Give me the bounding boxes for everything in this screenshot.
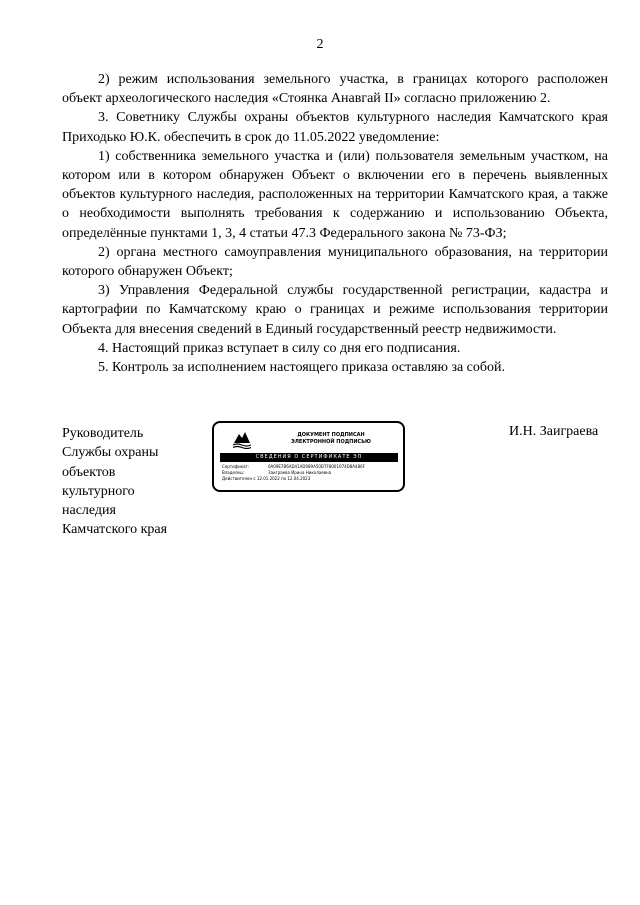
stamp-header <box>266 432 396 446</box>
paragraph: 3. Советнику Службы охраны объектов культурного наследия Камчатского края Приходько Ю.К. обеспечить в срок до 11.05.2022 уведомление: <box>62 110 608 145</box>
document-body <box>62 70 608 377</box>
paragraph: 4. Настоящий приказ вступает в силу со дня его подписания. <box>98 340 461 356</box>
certificate-details <box>222 464 400 482</box>
certificate-value: 0A09E7B6AD41AD089A50D7F8001074D8A486F <box>268 464 365 469</box>
paragraph: 1) собственника земельного участка и (или) пользователя земельным участком, на котором или в котором обнаружен Объект о включении его в перечень выявленных объектов культурного наследия, расположенных на территории Камчатского края, а также о необходимости выполнять требования к содержанию и использованию Объекта, определённые пунктами 1, 3, 4 статьи 47.3 Федерального закона № 73-ФЗ; <box>62 148 608 241</box>
owner-value: Заиграева Ирина Николаевна <box>268 470 332 475</box>
signer-title-line: наследия <box>62 503 116 519</box>
signer-title-line: объектов <box>62 464 116 480</box>
signer-name: И.Н. Заиграева <box>509 424 599 439</box>
signer-title-line: Камчатского края <box>62 522 168 538</box>
certificate-label: Сертификат: <box>222 464 250 469</box>
paragraph: 2) режим использования земельного участка, в границах которого расположен объект археологического наследия «Стоянка Анавгай II» согласно приложению 2. <box>62 72 608 107</box>
signer-title-line: Службы охраны <box>62 445 159 461</box>
paragraph: 5. Контроль за исполнением настоящего приказа оставляю за собой. <box>98 360 506 376</box>
validity-label: Действителен с <box>222 476 256 481</box>
stamp-header-line: ДОКУМЕНТ ПОДПИСАН <box>297 432 365 438</box>
coat-of-arms-icon <box>231 429 253 449</box>
signer-title <box>62 424 202 540</box>
signer-title-line: Руководитель <box>62 426 144 441</box>
certificate-bar: СВЕДЕНИЯ О СЕРТИФИКАТЕ ЭП <box>220 453 398 462</box>
validity-value: 12.01.2022 по 12.04.2023 <box>256 476 311 481</box>
paragraph: 2) органа местного самоуправления муниципального образования, на территории которого обнаружен Объект; <box>62 244 608 280</box>
electronic-signature-stamp <box>212 421 405 492</box>
page-number: 2 <box>316 37 324 52</box>
signer-title-line: культурного <box>62 483 135 499</box>
paragraph: 3) Управления Федеральной службы государственной регистрации, кадастра и картографии по Камчатскому краю о границах и режиме использования территории Объекта для внесения сведений в Единый государственный реестр недвижимости. <box>62 283 608 337</box>
validity-row <box>222 476 400 482</box>
owner-label: Владелец: <box>222 470 245 475</box>
stamp-header-line: ЭЛЕКТРОННОЙ ПОДПИСЬЮ <box>291 439 371 445</box>
